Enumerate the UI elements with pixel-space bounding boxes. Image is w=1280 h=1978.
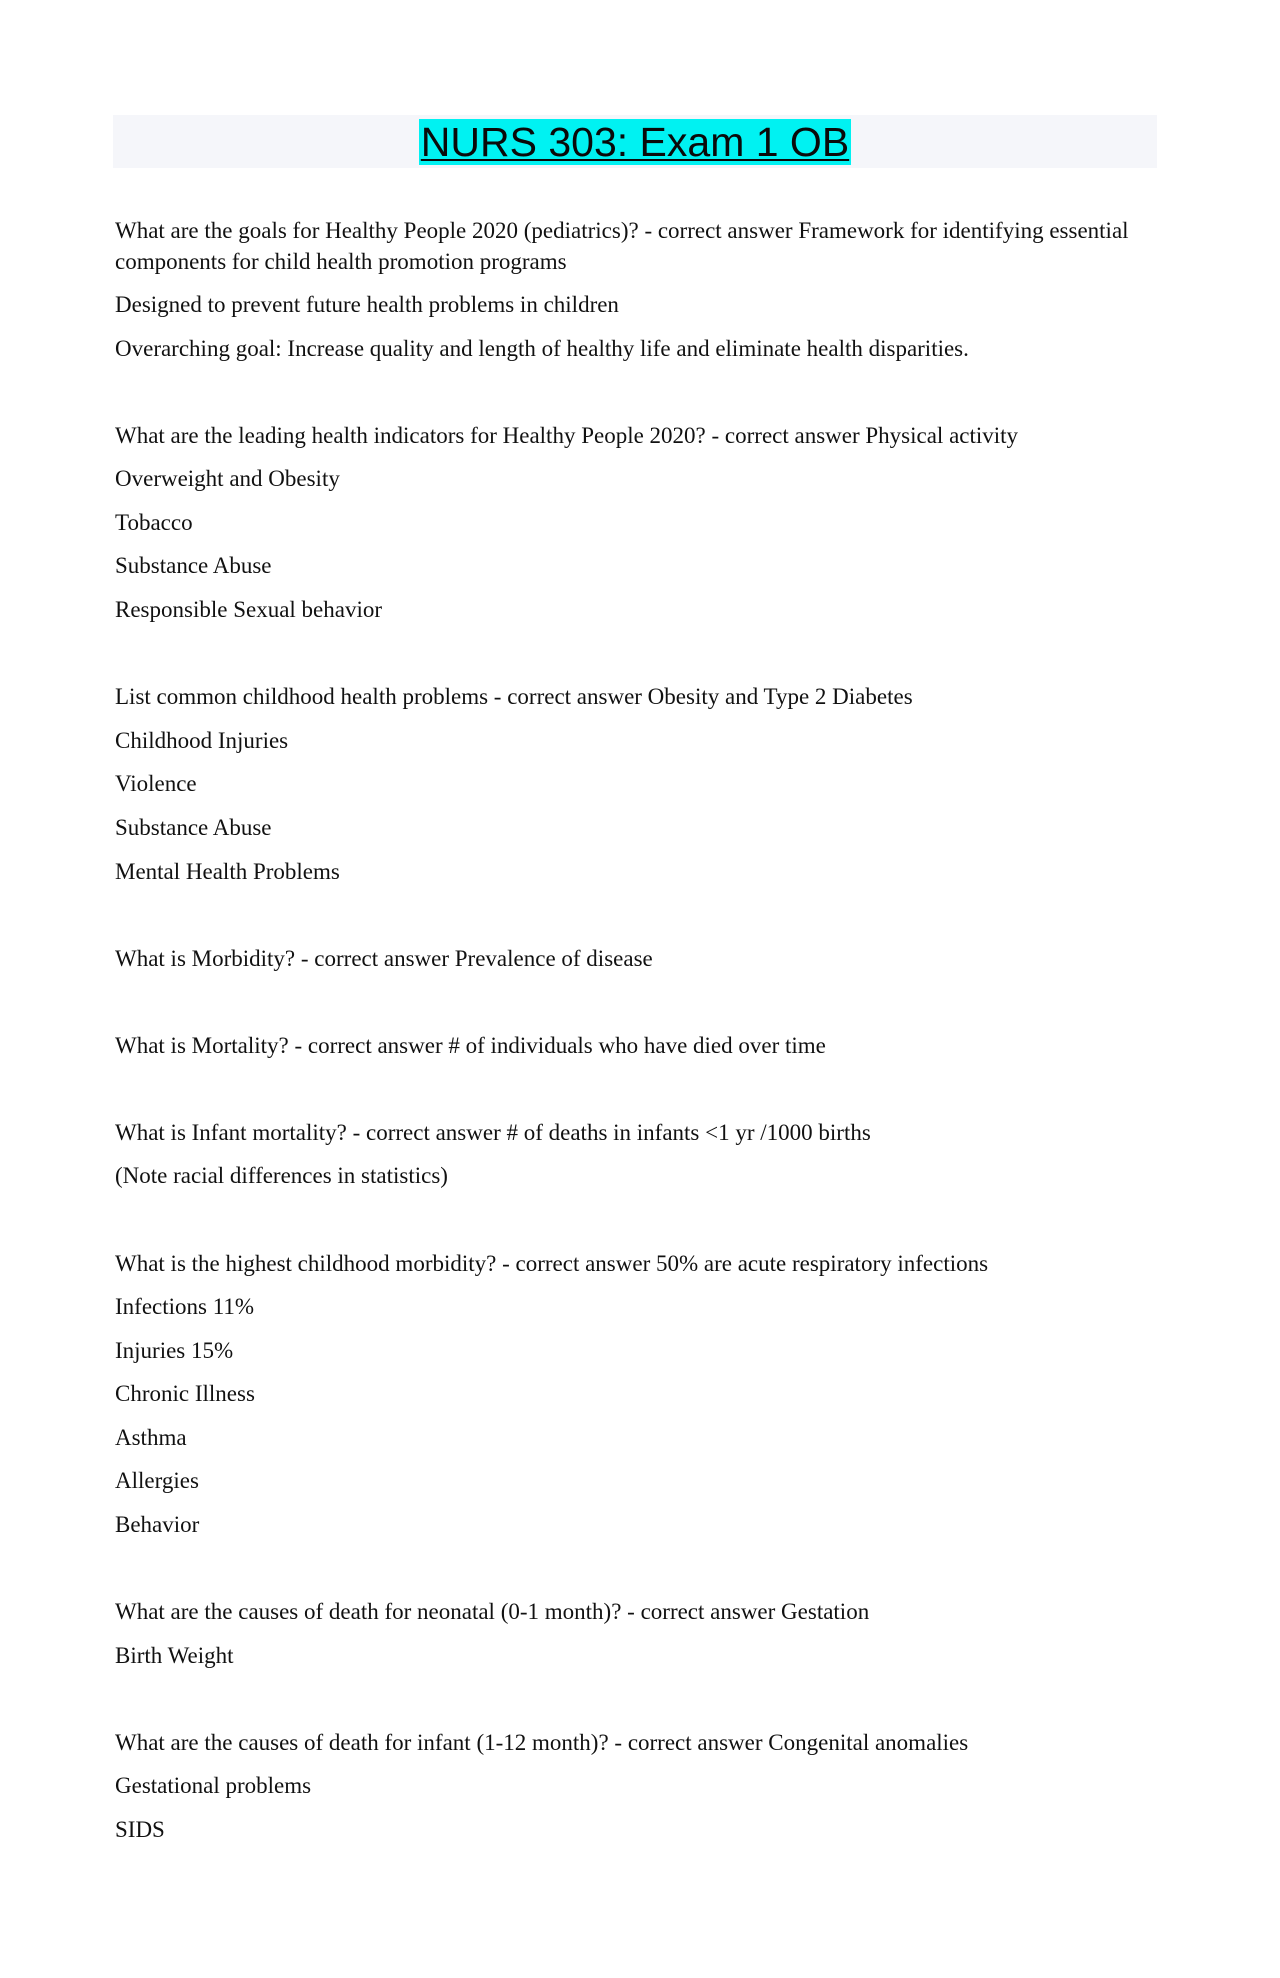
- answer-line: Tobacco: [115, 509, 193, 535]
- answer-line: SIDS: [115, 1817, 165, 1843]
- qa-item: [115, 1721, 1165, 1852]
- answer-line: Overarching goal: Increase quality and length of healthy life and eliminate health disparities.: [115, 335, 969, 361]
- question-line: What are the causes of death for neonatal (0-1 month)? - correct answer Gestation: [115, 1599, 870, 1625]
- answer-line: Designed to prevent future health problems in children: [115, 292, 619, 317]
- answer-line: Substance Abuse: [115, 814, 272, 840]
- qa-item: [115, 209, 1165, 370]
- answer-line: Childhood Injuries: [115, 727, 289, 753]
- question-line: What is Morbidity? - correct answer Prevalence of disease: [115, 945, 653, 971]
- qa-item: [115, 1242, 1165, 1547]
- answer-line: Birth Weight: [115, 1642, 234, 1668]
- answer-line: Substance Abuse: [115, 553, 272, 579]
- answer-line: Responsible Sexual behavior: [115, 597, 383, 623]
- answer-line: Violence: [115, 771, 197, 797]
- answer-line: Gestational problems: [115, 1773, 312, 1799]
- qa-item: [115, 414, 1165, 632]
- qa-item: [115, 1111, 1165, 1198]
- question-line: What are the leading health indicators for Healthy People 2020? - correct answer Physical activity: [115, 422, 1019, 448]
- question-line: What is the highest childhood morbidity? - correct answer 50% are acute respiratory infections: [115, 1250, 989, 1276]
- question-line: What are the goals for Healthy People 2020 (pediatrics)? - correct answer Framework for identifying essential components for child health promotion programs: [115, 218, 1129, 274]
- question-line: What is Infant mortality? - correct answer # of deaths in infants <1 yr /1000 births: [115, 1119, 871, 1145]
- document-body: [115, 209, 1165, 1895]
- qa-item: [115, 675, 1165, 893]
- question-line: What are the causes of death for infant (1-12 month)? - correct answer Congenital anomalies: [115, 1729, 969, 1755]
- qa-item: [115, 1590, 1165, 1677]
- answer-line: Chronic Illness: [115, 1381, 255, 1407]
- answer-line: Mental Health Problems: [115, 858, 340, 884]
- answer-line: (Note racial differences in statistics): [115, 1163, 448, 1189]
- answer-line: Infections 11%: [115, 1294, 255, 1320]
- document-title: NURS 303: Exam 1 OB: [420, 118, 850, 165]
- qa-item: [115, 937, 1165, 981]
- answer-line: Allergies: [115, 1468, 199, 1494]
- question-line: List common childhood health problems - correct answer Obesity and Type 2 Diabetes: [115, 684, 913, 710]
- title-banner: [113, 115, 1157, 168]
- answer-line: Asthma: [115, 1424, 187, 1450]
- answer-line: Injuries 15%: [115, 1337, 234, 1363]
- answer-line: Behavior: [115, 1512, 200, 1538]
- answer-line: Overweight and Obesity: [115, 466, 340, 492]
- question-line: What is Mortality? - correct answer # of individuals who have died over time: [115, 1032, 826, 1058]
- qa-item: [115, 1024, 1165, 1068]
